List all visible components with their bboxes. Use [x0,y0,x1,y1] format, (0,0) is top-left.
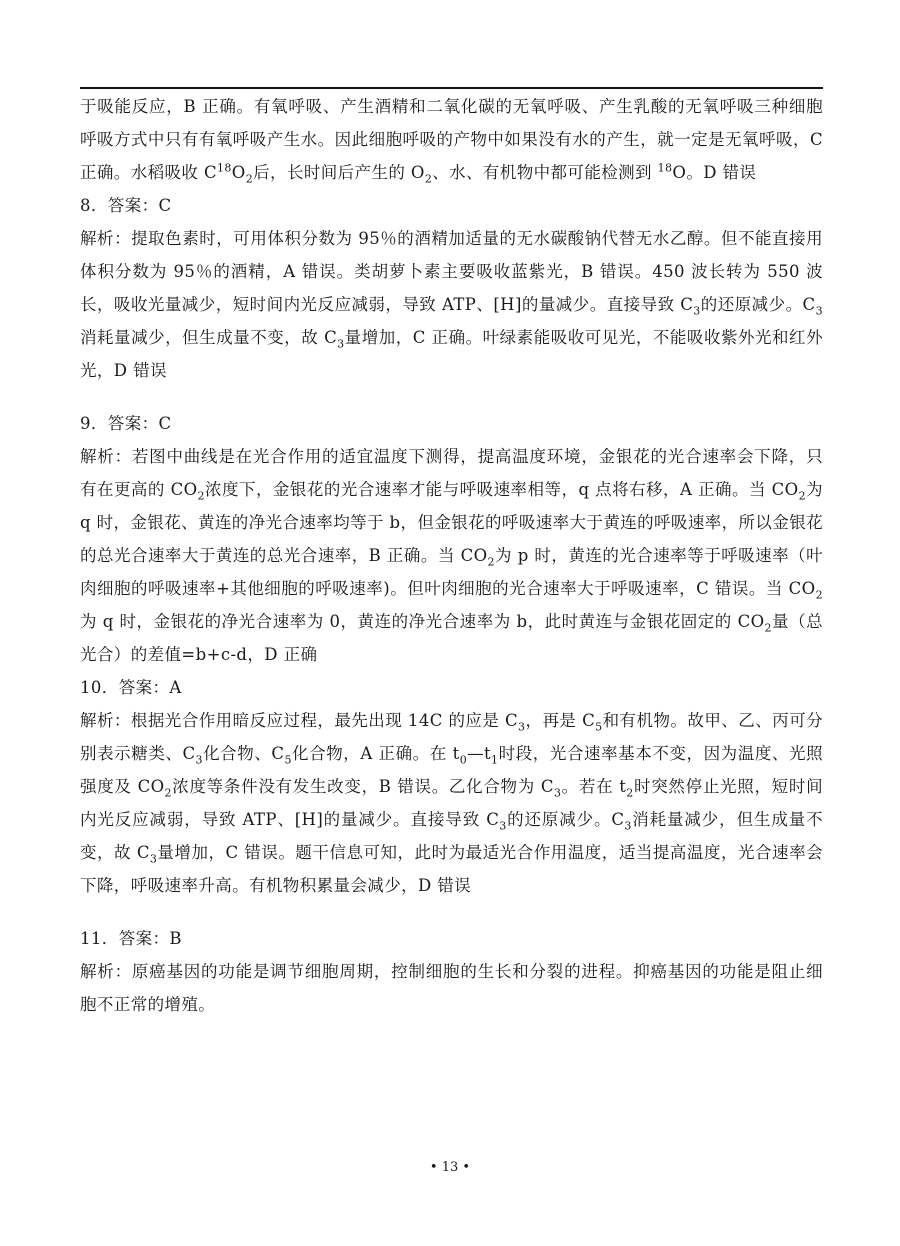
q11-answer: 11．答案：B [80,929,182,948]
q7-explanation-tail: 于吸能反应，B 正确。有氧呼吸、产生酒精和二氧化碳的无氧呼吸、产生乳酸的无氧呼吸三种细胞呼吸方式中只有有氧呼吸产生水。因此细胞呼吸的产物中如果没有水的产生，就一定是无氧呼吸，C 正确。水稻吸收 $C^{18}O_2$后，长时间后产生的 $O_2$、水、有机物中都可能检测到 $^{18}$O。D 错误 [80,97,823,186]
q9-explanation: 解析：若图中曲线是在光合作用的适宜温度下测得，提高温度环境，金银花的光合速率会下降，只有在更高的 $CO_2$浓度下，金银花的光合速率才能与呼吸速率相等，q 点将右移，A 正确。当 $CO_2$为 q 时，金银花、黄连的净光合速率均等于 b，但金银花的呼吸速率大于黄连的呼吸速率，所以金银花的总光合速率大于黄连的总光合速率，B 正确。当 $CO_2$为 p 时，黄连的光合速率等于呼吸速率（叶肉细胞的呼吸速率+其他细胞的呼吸速率)。但叶肉细胞的光合速率大于呼吸速率，C 错误。当 $CO_2$为 q 时，金银花的净光合速率为 0，黄连的净光合速率为 b，此时黄连与金银花固定的 $CO_2$量（总光合）的差值=b+c-d，D 正确 [80,447,824,664]
q8-answer: 8．答案：C [80,196,172,215]
q10-answer: 10．答案：A [80,678,182,697]
q11-explanation: 解析：原癌基因的功能是调节细胞周期，控制细胞的生长和分裂的进程。抑癌基因的功能是阻止细胞不正常的增殖。 [80,962,823,1014]
q9-answer: 9．答案：C [80,414,172,433]
page-number: • 13 • [429,1160,471,1175]
q10-explanation: 解析：根据光合作用暗反应过程，最先出现 14C 的应是 $C_3$，再是 $C_5$和有机物。故甲、乙、丙可分别表示糖类、$C_3$化合物、$C_5$化合物，A 正确。在 $t_0—t_1$时段，光合速率基本不变，因为温度、光照强度及 $CO_2$浓度等条件没有发生改变，B 错误。乙化合物为 $C_3$。若在 $t_2$时突然停止光照，短时间内光反应减弱，导致 ATP、[H]的量减少。直接导致 $C_3$的还原减少。$C_3$消耗量减少，但生成量不变，故 $C_3$量增加，C 错误。题干信息可知，此时为最适光合作用温度，适当提高温度，光合速率会下降，呼吸速率升高。有机物积累量会减少，D 错误 [80,711,824,895]
page-content [80,90,823,1021]
q8-explanation: 解析：提取色素时，可用体积分数为 95％的酒精加适量的无水碳酸钠代替无水乙醇。但不能直接用体积分数为 95％的酒精，A 错误。类胡萝卜素主要吸收蓝紫光，B 错误。450 波长转为 550 波长，吸收光量减少，短时间内光反应减弱，导致 ATP、[H]的量减少。直接导致 $C_3$的还原减少。$C_3$消耗量减少，但生成量不变，故 $C_3$量增加，C 正确。叶绿素能吸收可见光，不能吸收紫外光和红外光，D 错误 [80,229,823,380]
header-rule [80,87,823,89]
